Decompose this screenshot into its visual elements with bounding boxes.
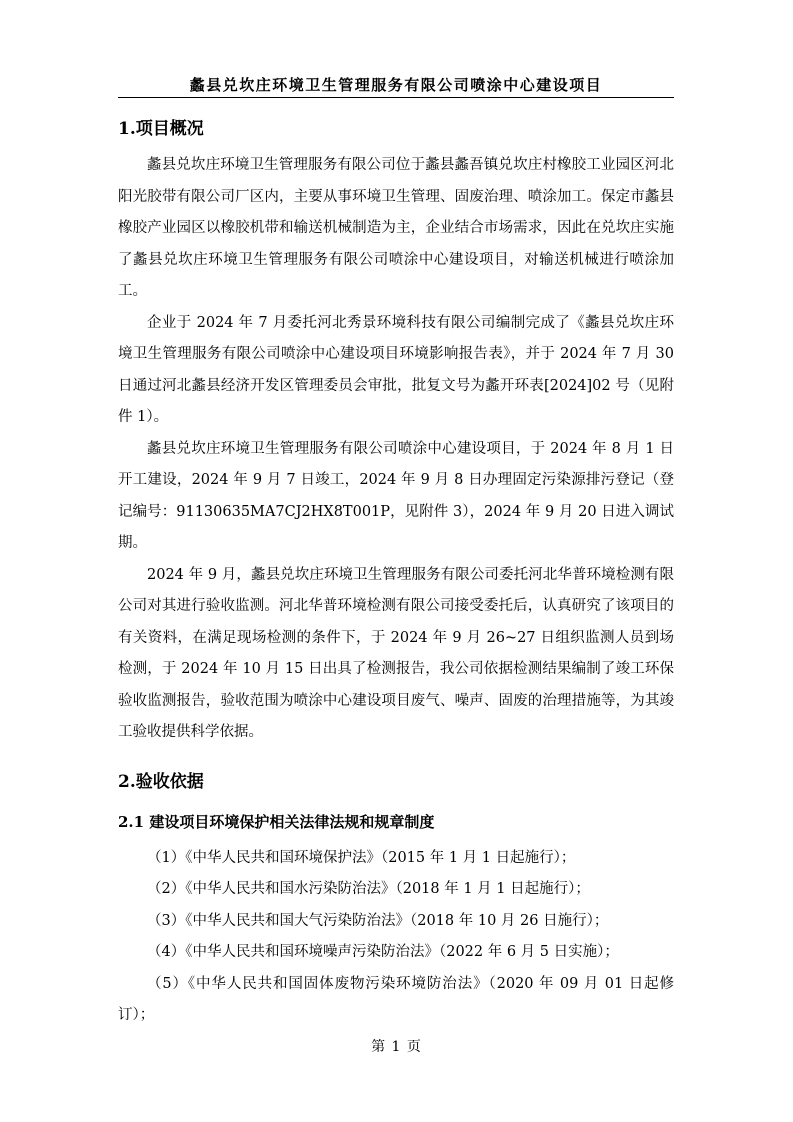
section-heading-overview: 1.项目概况	[118, 119, 204, 139]
document-body	[118, 112, 674, 1032]
overview-paragraph-4: 2024 年 9 月，蠡县兑坎庄环境卫生管理服务有限公司委托河北华普环境检测有限公司对其进行验收监测。河北华普环境检测有限公司接受委托后，认真研究了该项目的有关资料，在满足现场检测的条件下，于 2024 年 9 月 26~27 日组织监测人员到场检测，于 2024 年 10 月 15 日出具了检测报告，我公司依据检测结果编制了竣工环保验收监测报告，验收范围为喷涂中心建设项目废气、噪声、固废的治理措施等，为其竣工验收提供科学依据。	[118, 566, 674, 740]
header-divider	[118, 97, 674, 98]
overview-paragraph-1: 蠡县兑坎庄环境卫生管理服务有限公司位于蠡县蠡吾镇兑坎庄村橡胶工业园区河北阳光胶带有限公司厂区内，主要从事环境卫生管理、固废治理、喷涂加工。保定市蠡县橡胶产业园区以橡胶机带和输送机械制造为主，企业结合市场需求，因此在兑坎庄实施了蠡县兑坎庄环境卫生管理服务有限公司喷涂中心建设项目，对输送机械进行喷涂加工。	[118, 157, 674, 299]
section-heading-basis: 2.验收依据	[118, 771, 204, 792]
law-list-item: （3）《中华人民共和国大气污染防治法》（2018 年 10 月 26 日施行）；	[147, 912, 609, 929]
law-list-item: （4）《中华人民共和国环境噪声污染防治法》（2022 年 6 月 5 日实施）；	[147, 944, 619, 960]
law-list-item: （5）《中华人民共和国固体废物污染环境防治法》（2020 年 09 月 01 日起修订）；	[118, 975, 674, 1023]
overview-paragraph-2: 企业于 2024 年 7 月委托河北秀景环境科技有限公司编制完成了《蠡县兑坎庄环境卫生管理服务有限公司喷涂中心建设项目环境影响报告表》，并于 2024 年 7 月 30 日通过河北蠡县经济开发区管理委员会审批，批复文号为蠡开环表[2024]02 号（见附件 1）。	[118, 314, 674, 425]
subsection-heading-laws: 2.1 建设项目环境保护相关法律法规和规章制度	[118, 812, 435, 831]
law-list-item: （1）《中华人民共和国环境保护法》（2015 年 1 月 1 日起施行）；	[147, 849, 576, 866]
overview-paragraph-3: 蠡县兑坎庄环境卫生管理服务有限公司喷涂中心建设项目，于 2024 年 8 月 1 日开工建设，2024 年 9 月 7 日竣工，2024 年 9 月 8 日办理固定污染源排污登记（登记编号：91130635MA7CJ2HX8T001P，见附件 3），2024 年 9 月 20 日进入调试期。	[118, 440, 674, 551]
law-list-item: （2）《中华人民共和国水污染防治法》（2018 年 1 月 1 日起施行）；	[147, 881, 590, 897]
page-number: 第 1 页	[371, 1039, 422, 1055]
document-header-title: 蠡县兑坎庄环境卫生管理服务有限公司喷涂中心建设项目	[189, 76, 603, 94]
